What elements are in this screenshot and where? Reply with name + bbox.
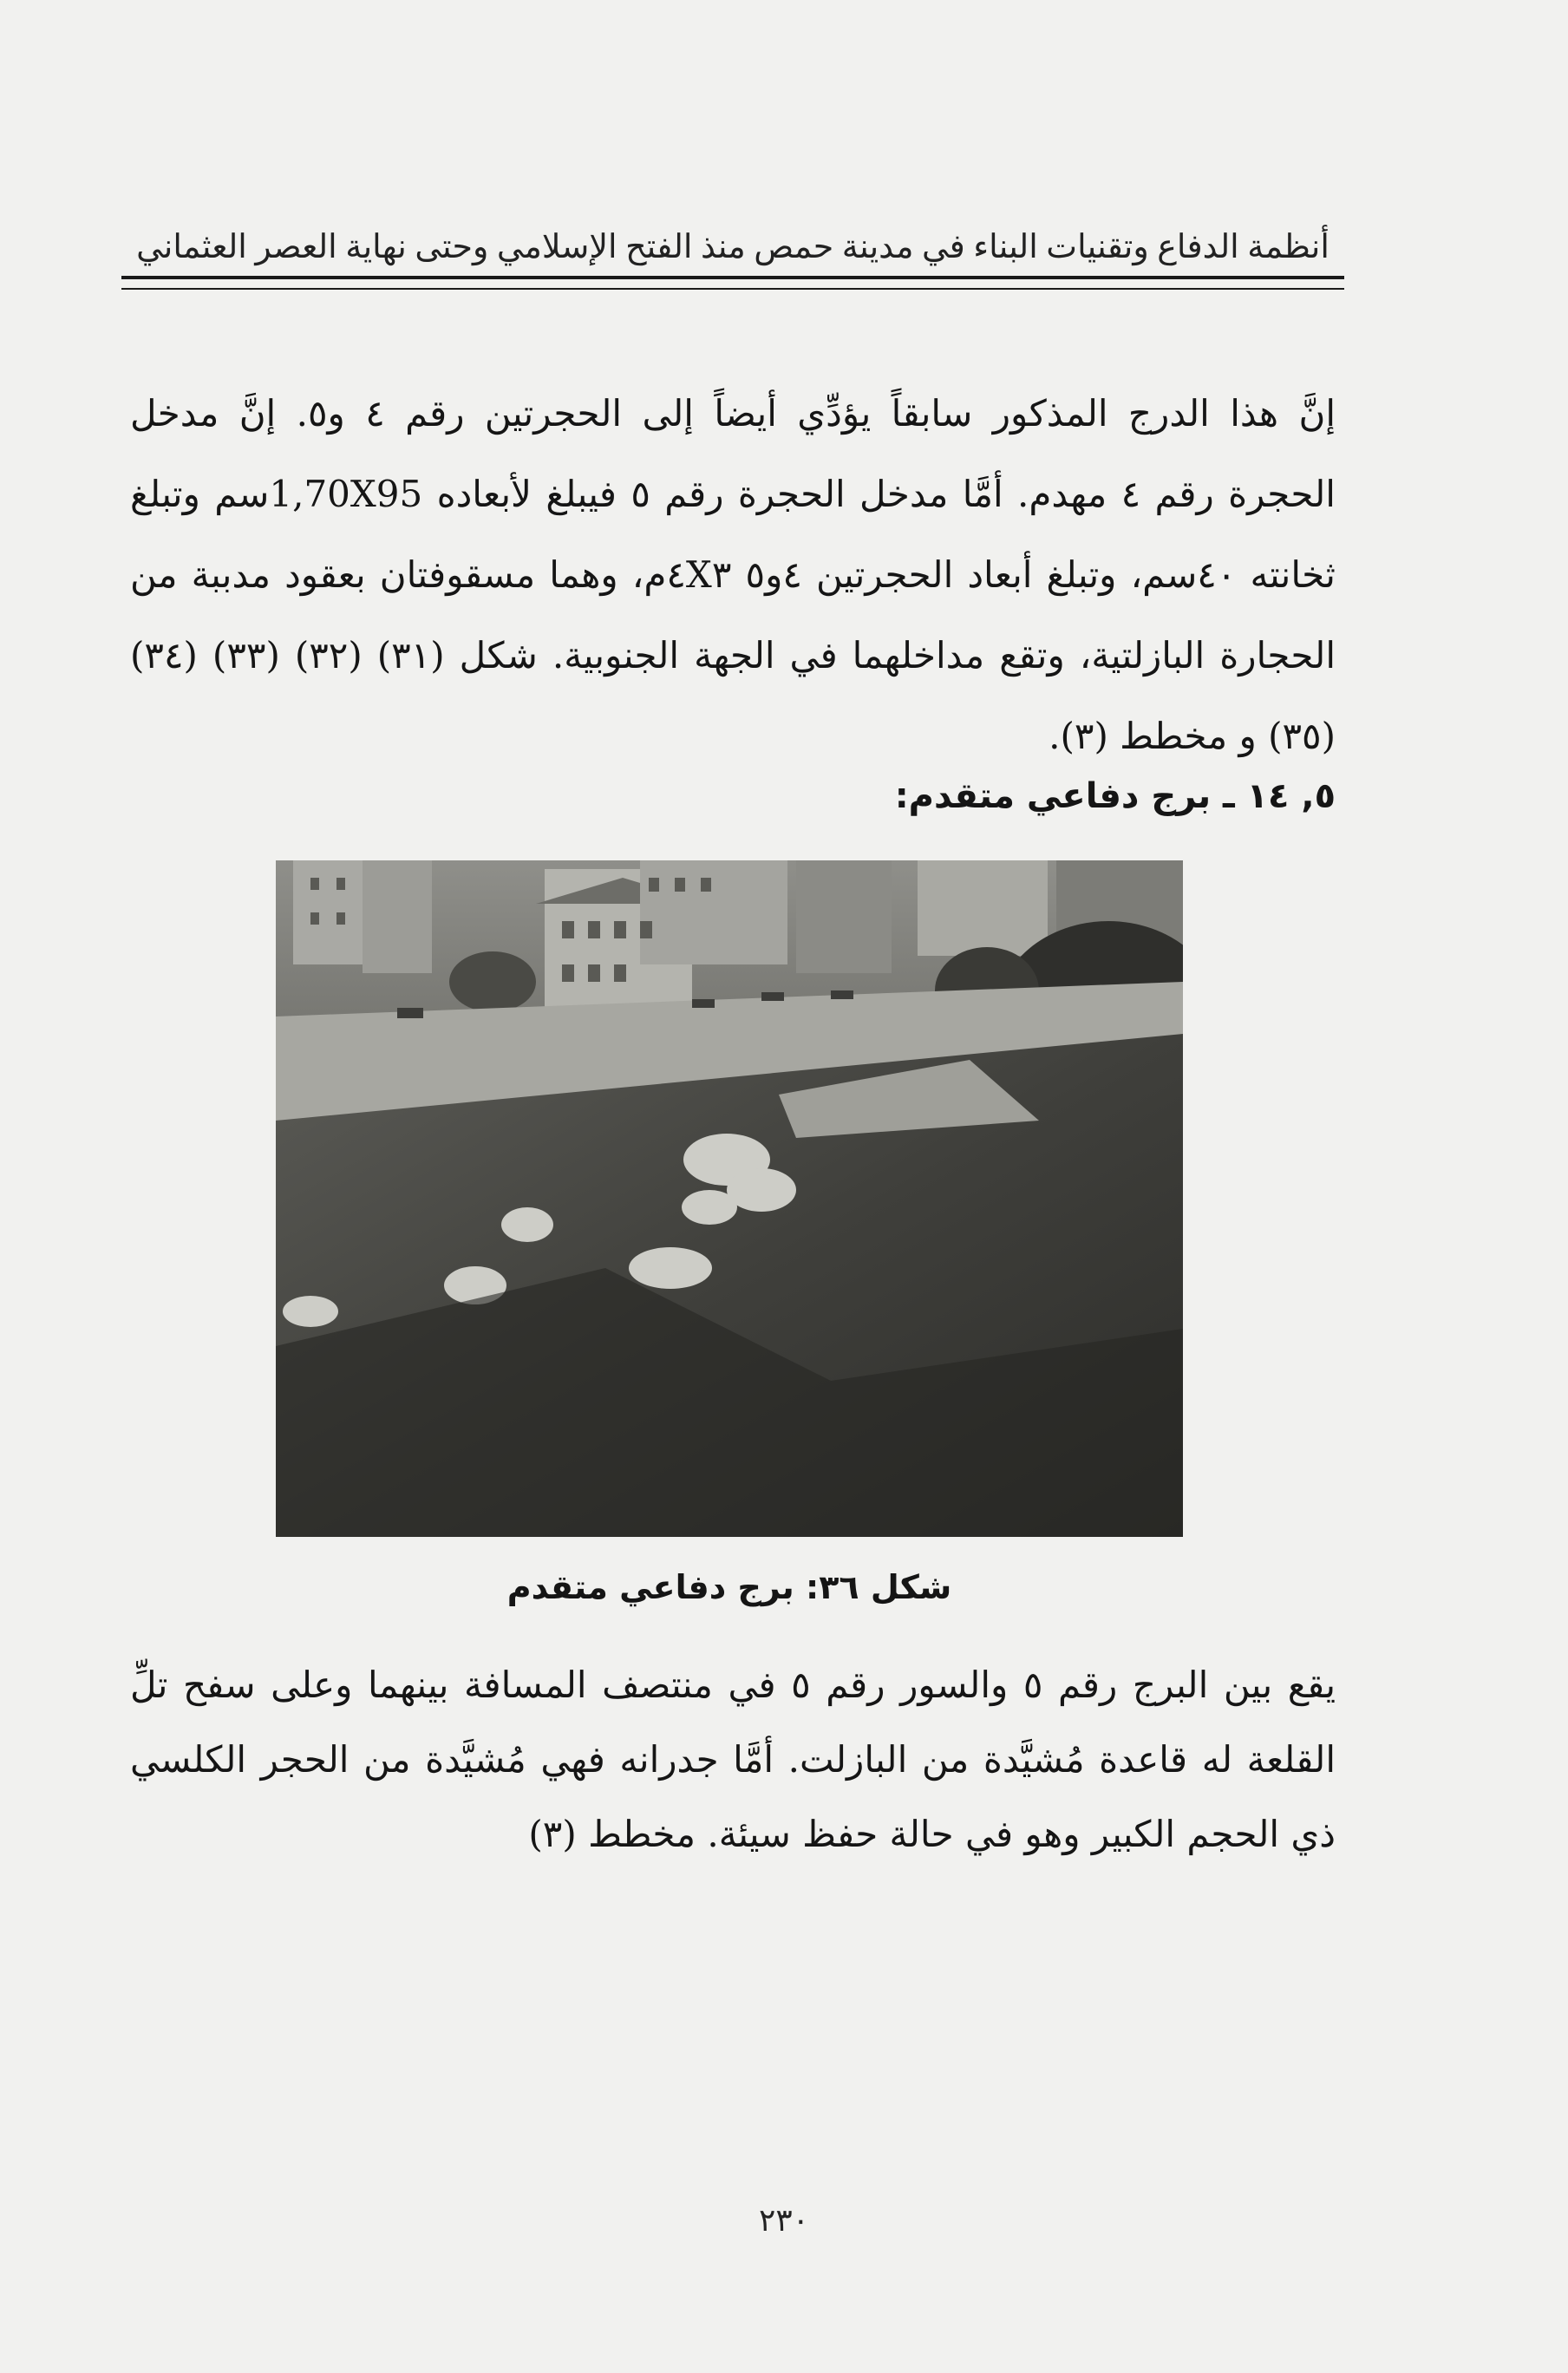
section-heading: ٥, ١٤ ـ برج دفاعي متقدم: <box>894 776 1336 816</box>
header-rule <box>121 276 1344 290</box>
page-number: ٢٣٠ <box>758 2203 809 2239</box>
figure-caption: شكل ٣٦: برج دفاعي متقدم <box>506 1568 952 1606</box>
running-header: أنظمة الدفاع وتقنيات البناء في مدينة حمص منذ الفتح الإسلامي وحتى نهاية العصر العثماني <box>136 229 1330 265</box>
figure-photo-defensive-tower <box>276 860 1183 1537</box>
paragraph-tower-description: يقع بين البرج رقم ٥ والسور رقم ٥ في منتصف المسافة بينهما وعلى سفح تلِّ القلعة له قاعدة مُشيَّدة من البازلت. أمَّا جدرانه فهي مُشيَّدة من الحجر الكلسي ذي الحجم الكبير وهو في حالة حفظ سيئة. مخطط (٣) <box>130 1664 1336 1855</box>
paragraph-rooms-4-5: إنَّ هذا الدرج المذكور سابقاً يؤدِّي أيضاً إلى الحجرتين رقم ٤ و٥. إنَّ مدخل الحجرة رقم ٤ مهدم. أمَّا مدخل الحجرة رقم ٥ فيبلغ لأبعاده 1,70X95سم وتبلغ ثخانته ٤٠سم، وتبلغ أبعاد الحجرتين ٤و٥ ٤X٣م، وهما مسقوفتان بعقود مدببة من الحجارة البازلتية، وتقع مداخلهما في الجهة الجنوبية. شكل (٣١) (٣٢) (٣٣) (٣٤) (٣٥) و مخطط (٣). <box>130 392 1336 757</box>
